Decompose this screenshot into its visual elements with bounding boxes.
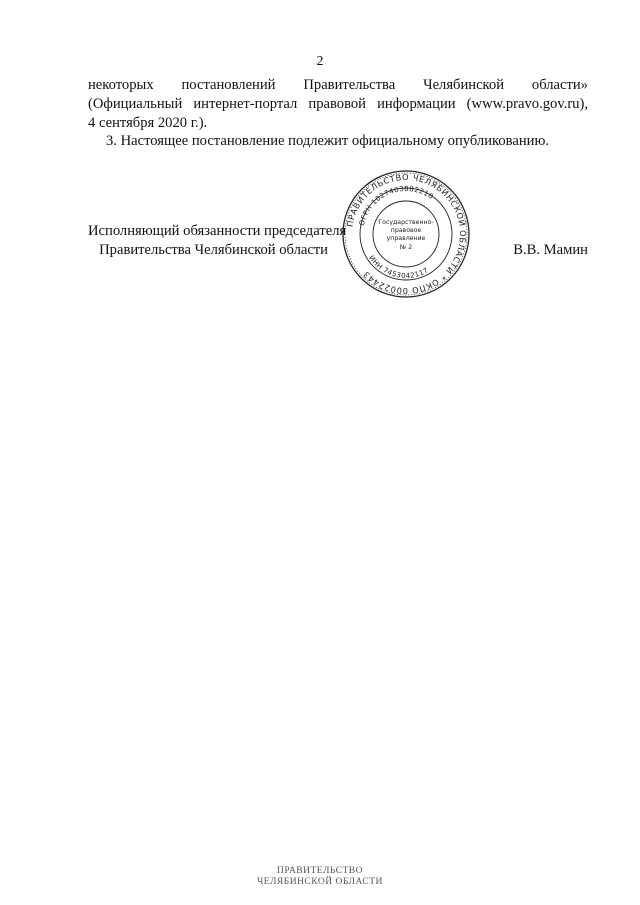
word: (www.pravo.gov.ru), bbox=[466, 96, 588, 112]
page-number: 2 bbox=[316, 54, 324, 69]
word: интернет-портал bbox=[193, 96, 298, 112]
stamp-center-line-1: Государственно- bbox=[378, 219, 434, 226]
stamp-ogrn-text: ОГРН 1027403882210 bbox=[357, 184, 435, 227]
signatory-name: В.В. Мамин bbox=[513, 242, 588, 258]
signatory-title-line-2: Правительства Челябинской области bbox=[99, 242, 328, 258]
stamp-center-line-4: № 2 bbox=[399, 244, 413, 251]
word: постановлений bbox=[181, 77, 276, 93]
word: информации bbox=[377, 96, 456, 112]
stamp-inn-text: ИНН 7453042117 bbox=[367, 254, 430, 281]
svg-text:ИНН 7453042117 bbox=[367, 254, 430, 280]
signatory-title-line-1: Исполняющий обязанности председателя bbox=[88, 223, 347, 239]
paragraph-line-2 bbox=[88, 95, 588, 114]
paragraph-3: 3. Настоящее постановление подлежит официальному опубликованию. bbox=[106, 133, 550, 149]
footer-line-1: ПРАВИТЕЛЬСТВО bbox=[277, 866, 363, 876]
word: области» bbox=[531, 77, 588, 93]
stamp-center-line-2: правовое bbox=[390, 227, 422, 234]
word: (Официальный bbox=[88, 96, 183, 112]
official-seal-stamp bbox=[340, 168, 472, 300]
paragraph-line-3: 4 сентября 2020 г.). bbox=[88, 115, 208, 131]
word: некоторых bbox=[88, 77, 154, 93]
paragraph-continuation bbox=[88, 76, 588, 133]
footer-line-2: ЧЕЛЯБИНСКОЙ ОБЛАСТИ bbox=[257, 877, 383, 887]
stamp-center-line-3: управление bbox=[386, 235, 426, 242]
paragraph-line-1 bbox=[88, 76, 588, 95]
footer-watermark bbox=[0, 866, 640, 888]
word: Правительства bbox=[303, 77, 396, 93]
word: Челябинской bbox=[423, 77, 505, 93]
stamp-outer-text: ПРАВИТЕЛЬСТВО ЧЕЛЯБИНСКОЙ ОБЛАСТИ * ОКПО 00022443 bbox=[344, 171, 469, 297]
word: правовой bbox=[308, 96, 366, 112]
